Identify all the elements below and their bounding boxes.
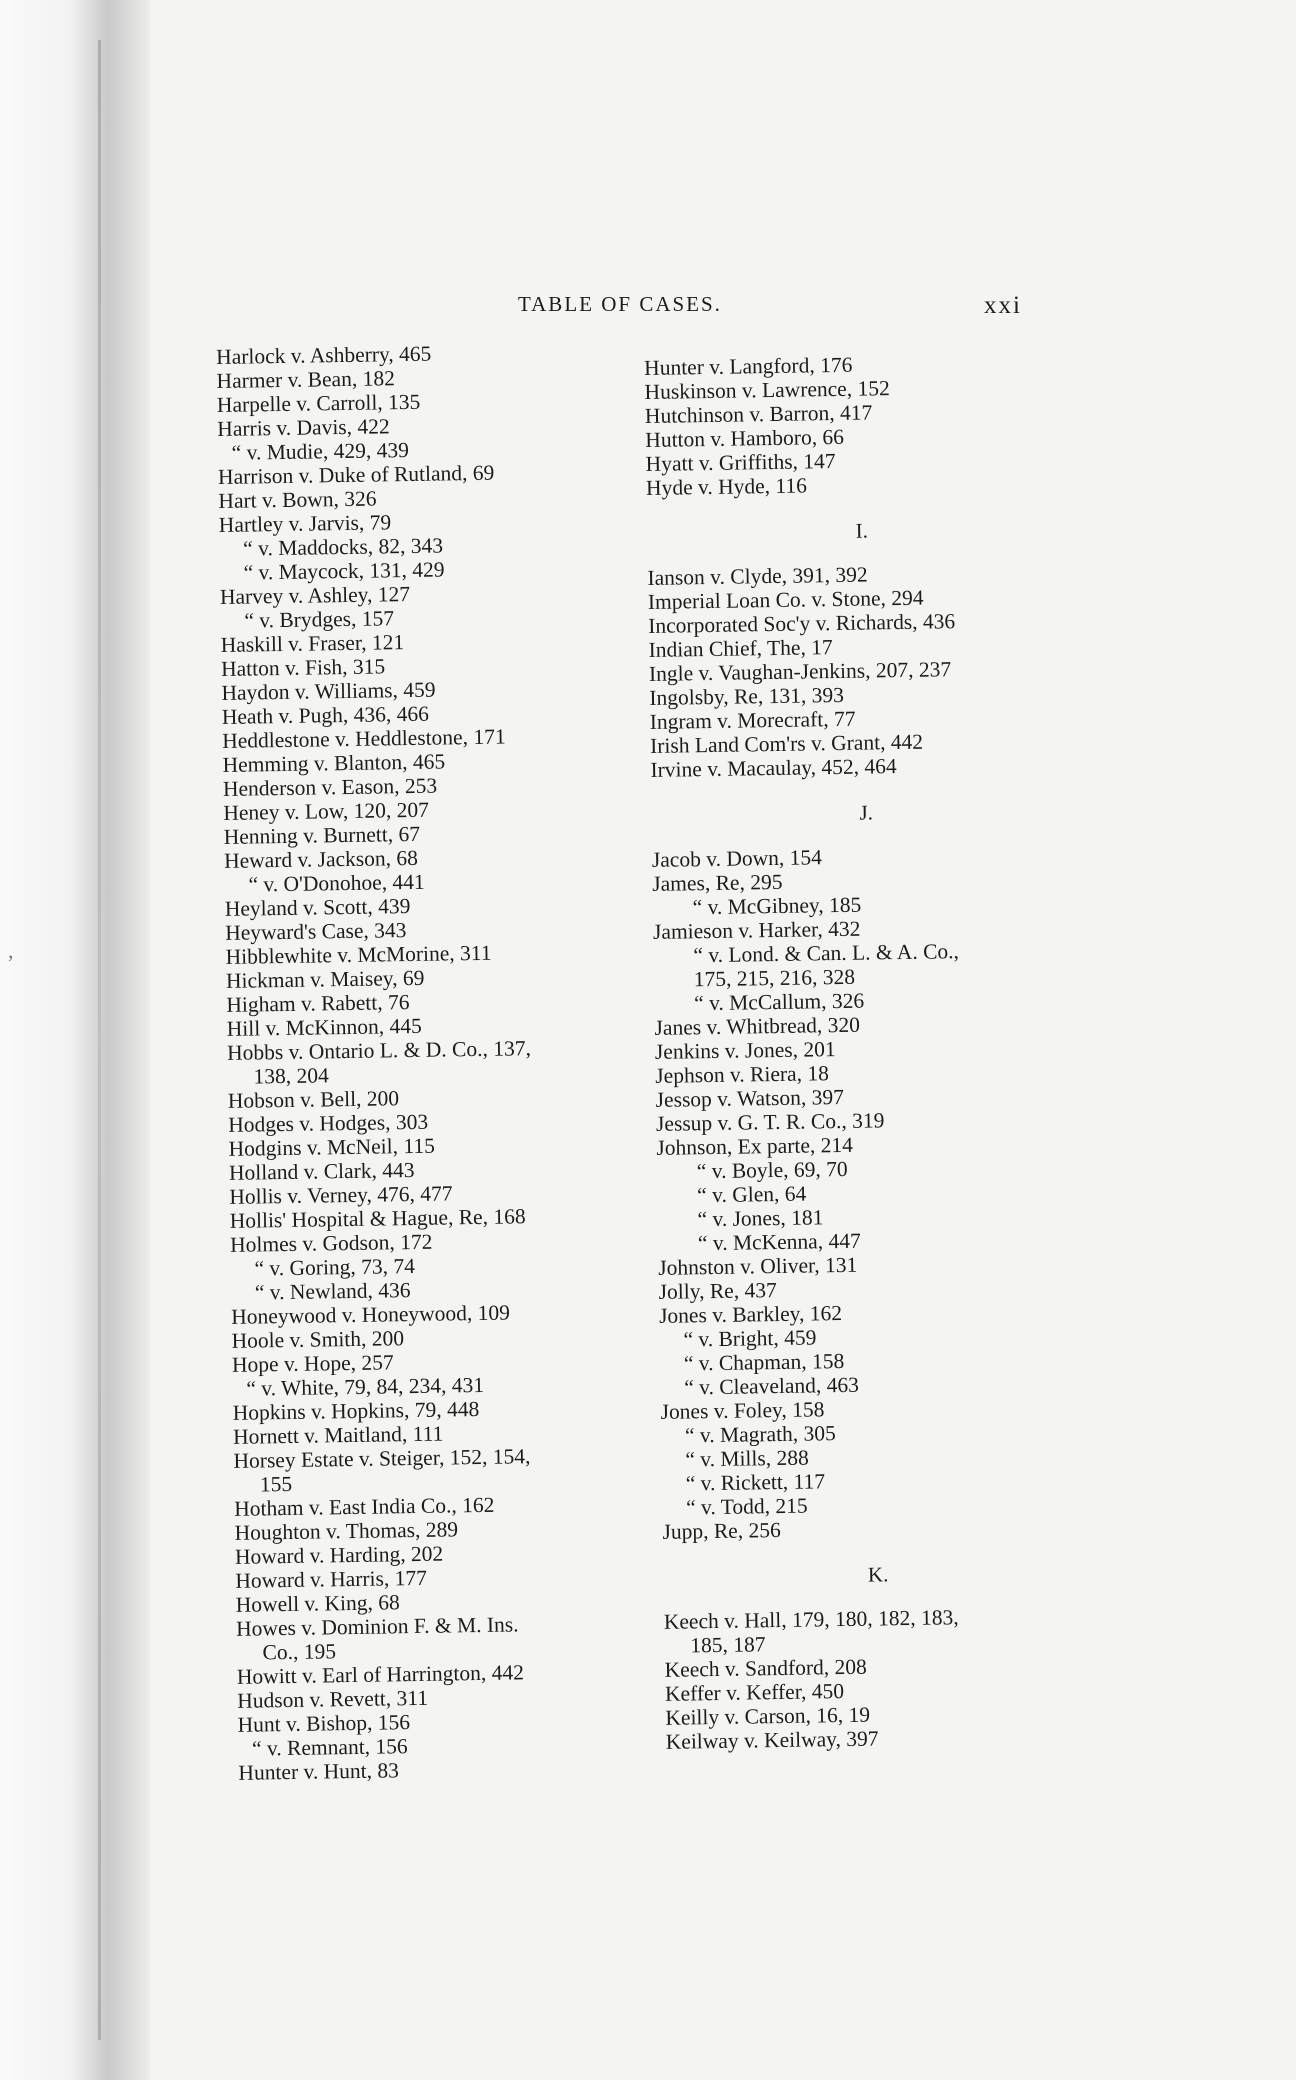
case-entry: “ v. McGibney, 185: [692, 892, 862, 920]
case-entry: Hornett v. Maitland, 111: [232, 1421, 444, 1449]
case-entry: Heyland v. Scott, 439: [224, 894, 411, 921]
case-entry: “ v. O'Donohoe, 441: [248, 869, 425, 897]
case-entry: Higham v. Rabett, 76: [226, 990, 410, 1017]
case-entry: 175, 215, 216, 328: [693, 964, 856, 992]
case-entry: Irvine v. Macaulay, 452, 464: [650, 754, 897, 782]
case-entry: Henning v. Burnett, 67: [223, 821, 421, 849]
case-entry: Howard v. Harding, 202: [234, 1541, 444, 1569]
case-entry: Johnson, Ex parte, 214: [656, 1132, 854, 1160]
case-entry: Jessup v. G. T. R. Co., 319: [655, 1108, 885, 1136]
case-entry: Holland v. Clark, 443: [228, 1157, 415, 1185]
case-entry: “ v. Maycock, 131, 429: [243, 557, 445, 585]
case-entry: Hudson v. Revett, 311: [237, 1685, 429, 1713]
case-entry: “ v. White, 79, 84, 234, 431: [246, 1372, 485, 1401]
case-entry: Hutchinson v. Barron, 417: [644, 400, 873, 428]
case-entry: Honeywood v. Honeywood, 109: [231, 1300, 511, 1329]
case-entry: Incorporated Soc'y v. Richards, 436: [648, 609, 956, 638]
case-entry: “ v. Magrath, 305: [684, 1421, 836, 1448]
case-entry: Heney v. Low, 120, 207: [223, 797, 430, 825]
case-entry: Hoole v. Smith, 200: [231, 1326, 405, 1353]
case-entry: Hyde v. Hyde, 116: [645, 473, 808, 500]
case-entry: Hill v. McKinnon, 445: [226, 1013, 423, 1041]
case-entry: Jolly, Re, 437: [658, 1278, 777, 1304]
case-entry: “ v. Goring, 73, 74: [254, 1253, 416, 1281]
case-entry: “ v. Maddocks, 82, 343: [243, 533, 444, 561]
case-entry: “ v. McCallum, 326: [693, 988, 865, 1016]
case-entry: Hope v. Hope, 257: [231, 1350, 394, 1377]
case-entry: 138, 204: [253, 1063, 329, 1089]
case-entry: “ v. Todd, 215: [685, 1493, 808, 1520]
book-gutter: [0, 0, 150, 2080]
case-entry: Hemming v. Blanton, 465: [222, 749, 446, 777]
case-entry: Heyward's Case, 343: [225, 918, 407, 945]
case-entry: Keilly v. Carson, 16, 19: [665, 1702, 871, 1730]
case-entry: Jones v. Barkley, 162: [658, 1301, 843, 1328]
case-entry: Janes v. Whitbread, 320: [654, 1012, 861, 1040]
case-entry: Jacob v. Down, 154: [651, 845, 823, 872]
case-entry: Hibblewhite v. McMorine, 311: [225, 940, 492, 969]
book-page: [150, 0, 1296, 2080]
case-entry: Heddlestone v. Heddlestone, 171: [222, 724, 506, 753]
case-entry: Howard v. Harris, 177: [235, 1565, 428, 1593]
case-entry: Houghton v. Thomas, 289: [234, 1517, 459, 1545]
case-entry: Heward v. Jackson, 68: [223, 845, 419, 873]
case-entry: Jephson v. Riera, 18: [655, 1061, 830, 1088]
case-entry: Howes v. Dominion F. & M. Ins.: [235, 1612, 519, 1641]
case-entry: “ v. Remnant, 156: [251, 1734, 408, 1761]
case-entry: Imperial Loan Co. v. Stone, 294: [647, 585, 924, 614]
case-entry: Haydon v. Williams, 459: [221, 677, 436, 705]
case-entry: “ v. Cleaveland, 463: [684, 1372, 860, 1400]
case-entry: Howitt v. Earl of Harrington, 442: [236, 1660, 525, 1689]
case-entry: Keffer v. Keffer, 450: [664, 1679, 845, 1706]
right-column: [644, 349, 1096, 1754]
case-entry: Hotham v. East India Co., 162: [234, 1492, 495, 1521]
case-entry: Hunt v. Bishop, 156: [237, 1710, 411, 1737]
section-letter: J.: [859, 800, 874, 825]
case-entry: Howell v. King, 68: [235, 1590, 400, 1617]
case-entry: “ v. Bright, 459: [683, 1325, 817, 1352]
section-letter: I.: [855, 518, 869, 543]
case-entry: “ v. Lond. & Can. L. & A. Co.,: [693, 939, 960, 968]
case-entry: Hickman v. Maisey, 69: [225, 965, 425, 993]
case-entry: Irish Land Com'rs v. Grant, 442: [649, 729, 924, 758]
binding-shadow: [98, 40, 101, 2040]
case-entry: 185, 187: [690, 1632, 766, 1658]
case-entry: Harpelle v. Carroll, 135: [216, 389, 421, 417]
case-entry: Hobbs v. Ontario L. & D. Co., 137,: [226, 1036, 532, 1065]
case-entry: Harlock v. Ashberry, 465: [216, 341, 432, 369]
case-entry: “ v. Newland, 436: [254, 1278, 411, 1305]
case-entry: Harris v. Davis, 422: [217, 414, 390, 441]
running-head: TABLE OF CASES.: [518, 292, 722, 316]
case-entry: Hyatt v. Griffiths, 147: [645, 449, 836, 476]
case-entry: Hart v. Bown, 326: [218, 486, 377, 513]
case-entry: Haskill v. Fraser, 121: [220, 630, 405, 657]
case-entry: Hodgins v. McNeil, 115: [228, 1133, 436, 1161]
case-entry: Hartley v. Jarvis, 79: [218, 510, 392, 537]
case-entry: Henderson v. Eason, 253: [222, 773, 438, 801]
case-entry: James, Re, 295: [652, 869, 783, 896]
case-entry: Hopkins v. Hopkins, 79, 448: [232, 1396, 480, 1425]
case-entry: 155: [259, 1471, 293, 1497]
left-column: [216, 339, 649, 1785]
case-entry: Ianson v. Clyde, 391, 392: [647, 562, 868, 590]
case-entry: “ v. Boyle, 69, 70: [696, 1156, 848, 1184]
case-entry: Jenkins v. Jones, 201: [654, 1037, 836, 1064]
case-entry: “ v. Brydges, 157: [244, 606, 395, 633]
case-entry: Indian Chief, The, 17: [648, 635, 833, 662]
case-entry: Ingle v. Vaughan-Jenkins, 207, 237: [648, 657, 952, 686]
case-entry: Huskinson v. Lawrence, 152: [644, 376, 890, 404]
case-entry: Hunter v. Langford, 176: [644, 352, 853, 380]
case-entry: Jessop v. Watson, 397: [655, 1084, 845, 1112]
section-letter: K.: [867, 1562, 889, 1587]
case-entry: Keilway v. Keilway, 397: [665, 1726, 879, 1754]
case-entry: Jamieson v. Harker, 432: [652, 916, 861, 944]
case-entry: Johnston v. Oliver, 131: [658, 1252, 858, 1280]
case-entry: Harrison v. Duke of Rutland, 69: [217, 460, 495, 489]
case-entry: Hollis' Hospital & Hague, Re, 168: [229, 1204, 526, 1233]
case-entry: “ v. Mills, 288: [685, 1445, 809, 1472]
case-entry: “ v. Jones, 181: [697, 1205, 824, 1232]
case-entry: Jupp, Re, 256: [662, 1517, 781, 1544]
case-entry: “ v. McKenna, 447: [697, 1228, 861, 1256]
case-entry: Keech v. Sandford, 208: [664, 1654, 868, 1682]
case-entry: Hobson v. Bell, 200: [227, 1086, 400, 1113]
case-entry: Hollis v. Verney, 476, 477: [229, 1181, 453, 1209]
case-entry: “ v. Chapman, 158: [683, 1348, 845, 1376]
case-entry: Harvey v. Ashley, 127: [219, 581, 411, 609]
case-entry: Harmer v. Bean, 182: [216, 366, 396, 393]
case-entry: “ v. Rickett, 117: [685, 1469, 826, 1496]
case-entry: Hutton v. Hamboro, 66: [645, 424, 845, 452]
case-entry: Holmes v. Godson, 172: [229, 1229, 433, 1257]
case-entry: Jones v. Foley, 158: [660, 1397, 825, 1424]
case-entry: Horsey Estate v. Steiger, 152, 154,: [233, 1444, 531, 1473]
case-entry: Hatton v. Fish, 315: [220, 654, 386, 681]
case-entry: Hodges v. Hodges, 303: [228, 1109, 429, 1137]
case-entry: “ v. Mudie, 429, 439: [231, 437, 410, 465]
margin-mark: ,: [8, 938, 14, 963]
case-entry: Ingram v. Morecraft, 77: [649, 706, 856, 734]
case-entry: Hunter v. Hunt, 83: [238, 1758, 400, 1785]
case-entry: Keech v. Hall, 179, 180, 182, 183,: [663, 1605, 959, 1634]
case-entry: Heath v. Pugh, 436, 466: [221, 701, 430, 729]
case-entry: Co., 195: [262, 1639, 337, 1665]
case-entry: Ingolsby, Re, 131, 393: [649, 682, 845, 710]
page-number: xxi: [984, 292, 1022, 319]
case-entry: “ v. Glen, 64: [697, 1181, 807, 1208]
